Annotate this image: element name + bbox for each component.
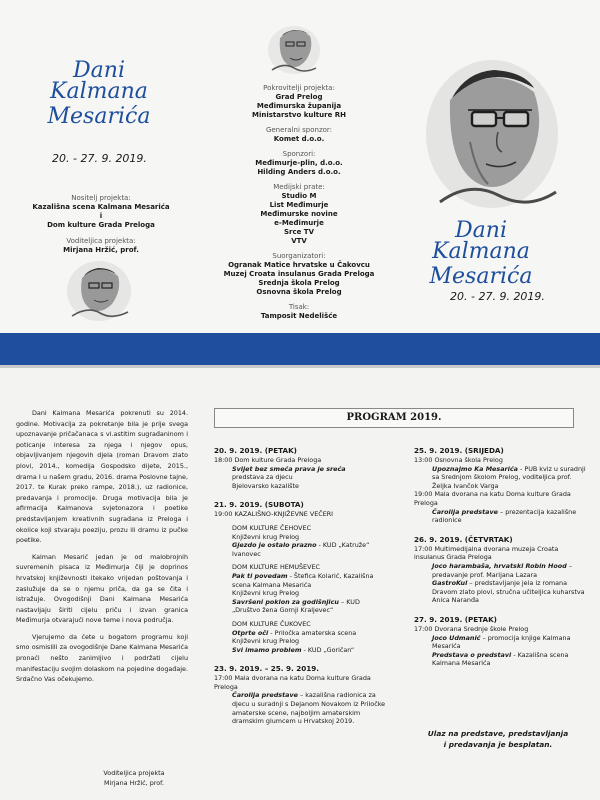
event-line: 17:00 Mala dvorana na katu Doma kulture Grada Preloga	[214, 674, 371, 691]
media-label: Medijski prate:	[273, 183, 325, 191]
program-day	[414, 446, 586, 525]
sponsor-item: Međimurje-plin, d.o.o.	[255, 159, 343, 167]
event-line: predstava za djecu	[232, 473, 293, 482]
coorganizer-item: Muzej Croata insulanus Grada Preloga	[223, 270, 375, 278]
print-label: Tisak:	[288, 303, 310, 311]
event-line: – KUD „Društvo žena Gornji Kraljevec“	[232, 597, 360, 615]
general-sponsor: Komet d.o.o.	[273, 135, 325, 143]
media-item: e-Međimurje	[274, 219, 324, 227]
event-line: 19:00 KAZALIŠNO-KNJIŽEVNE VEČERI	[214, 510, 334, 519]
day-date: 26. 9. 2019. (ČETVRTAK)	[414, 534, 513, 544]
event-title: Čarolija predstave	[232, 691, 298, 700]
event-title: GastroKul	[432, 579, 468, 588]
sponsors-info	[216, 84, 382, 321]
venue-name: DOM KULTURE HEMUŠEVEC	[232, 563, 320, 572]
print-house: Tamposit Nedelišće	[260, 312, 338, 320]
media-item: Studio M	[281, 192, 317, 200]
event-line: – predavanje prof. Marijana Lazara	[432, 561, 573, 579]
event-line: - KUD „Goričan“	[303, 645, 355, 654]
event-line: – kazališna radionica za djecu u suradnji s Dejanom Novakom iz Priločke amaterske scene, najboljim amaterskim dramskim glumcem u Hrvatskoj 2019.	[232, 691, 386, 726]
event-line: - Štefica Kolarić, Kazališna scena Kalmana Mesarića	[232, 571, 374, 589]
event-line: Književni krug Prelog	[232, 637, 300, 646]
media-item: Međimurske novine	[260, 210, 338, 218]
free-entry-note	[418, 728, 578, 750]
title-line-1: Dani	[73, 58, 125, 83]
event-title: Savršeni poklon za godišnjicu	[232, 597, 339, 606]
event-line: Ivanovec	[232, 549, 261, 558]
signature	[80, 768, 188, 788]
organizer-label: Nositelj projekta:	[71, 194, 131, 202]
title-dates-left: 20. - 27. 9. 2019.	[52, 152, 147, 165]
organizer-info	[28, 194, 174, 255]
coorganizer-item: Srednja škola Prelog	[258, 279, 340, 287]
event-title: Joco Udmanić	[432, 633, 481, 642]
event-line: - PUB kviz u suradnji sa Srednjom školom Prelog, voditeljica prof. Željka Ivančok Varga	[432, 464, 586, 490]
event-title: Otprte oči	[232, 628, 269, 637]
event-title: Svijet bez smeća prava je sreća	[232, 464, 346, 473]
event-line: – predstavljanje jela iz romana Dravom zlato plovi, stručna učiteljica kuharstva Anica Naranđa	[432, 579, 585, 605]
event-line: Književni krug Prelog	[232, 532, 300, 541]
organizer-1: Kazališna scena Kalmana Mesarića	[32, 203, 170, 211]
event-line: 17:00 Multimedijalna dvorana muzeja Croata insulanus Grada Preloga	[414, 544, 559, 562]
venue-name: DOM KULTURE ČUKOVEC	[232, 619, 311, 628]
event-title: Upoznajmo Ka Mesarića	[432, 464, 518, 473]
day-date: 23. 9. 2019. – 25. 9. 2019.	[214, 664, 320, 674]
media-item: VTV	[291, 237, 307, 245]
program-heading: PROGRAM 2019.	[214, 408, 574, 428]
patron-item: Međimurska županija	[256, 102, 342, 110]
title-line-2: Kalmana Mesarića	[429, 239, 533, 289]
media-item: List Međimurje	[269, 201, 329, 209]
intro-text	[16, 408, 188, 691]
title-line-1: Dani	[455, 218, 507, 243]
portrait-large-image	[410, 52, 560, 212]
media-item: Srce TV	[283, 228, 315, 236]
program-day	[214, 664, 390, 726]
intro-paragraph: Vjerujemo da ćete u bogatom programu koji smo osmislili za ovogodišnje Dane Kalmana Mesarića pronaći nešto zanimljivo i podržati cijelu manifestaciju svojim dolaskom na pojedine događaje. Srdačno Vas očekujemo.	[16, 632, 188, 684]
program-day	[414, 535, 586, 605]
program-day	[214, 500, 390, 654]
organizer-and: i	[99, 212, 103, 220]
event-line: 13:00 Osnovna škola Prelog	[414, 456, 503, 464]
event-title: Čarolija predstave	[432, 507, 498, 516]
intro-paragraph: Kalman Mesarić jedan je od malobrojnih suvremenih pisaca iz Međimurja čiji je doprinos hrvatskoj književnosti itekako vrijedan poštovanja i zaslužuje da se o njemu priča, da ga se čita i istražuje. Ovogodišnji Dani Kalmana Mesarića nastavljaju širiti cijelu priču i izvan granica Međimurja otvarajući nove teme i nova područja.	[16, 552, 188, 625]
general-sponsor-label: Generalni sponzor:	[265, 126, 333, 134]
event-title: Joco harambaša, hrvatski Robin Hood	[432, 561, 567, 570]
event-line: Bjelovarsko kazalište	[232, 481, 299, 490]
day-date: 21. 9. 2019. (SUBOTA)	[214, 500, 304, 510]
sponsor-item: Hilding Anders d.o.o.	[257, 168, 341, 176]
day-date: 27. 9. 2019. (PETAK)	[414, 614, 497, 624]
program-column-right	[414, 446, 586, 678]
free-entry-line: i predavanja je besplatan.	[443, 740, 553, 749]
coorganizer-item: Osnovna škola Prelog	[256, 288, 342, 296]
event-line: 18:00 Dom kulture Grada Preloga	[214, 456, 322, 464]
day-date: 25. 9. 2019. (SRIJEDA)	[414, 446, 504, 455]
patron-item: Grad Prelog	[275, 93, 323, 101]
event-line: - KUD „Katruže“	[318, 541, 370, 550]
event-line: – promocija knjige Kalmana Mesarića	[432, 633, 571, 651]
coorganizers-label: Suorganizatori:	[272, 252, 326, 260]
day-date: 20. 9. 2019. (PETAK)	[214, 446, 297, 455]
patron-item: Ministarstvo kulture RH	[251, 111, 346, 119]
event-line: 19:00 Mala dvorana na katu Doma kulture Grada Preloga	[414, 490, 571, 507]
signature-label: Voditeljica projekta	[103, 769, 165, 777]
event-line: 17:00 Dvorana Srednje škole Prelog	[414, 624, 529, 633]
leader-name: Mirjana Hržić, prof.	[63, 246, 139, 254]
event-line: – prezentacija kazališne radionice	[432, 507, 577, 525]
sponsors-label: Sponzori:	[282, 150, 316, 158]
free-entry-line: Ulaz na predstave, predstavljanja	[427, 729, 569, 738]
event-line: - Priločka amaterska scena	[270, 628, 357, 637]
title-line-2: Kalmana Mesarića	[47, 79, 151, 129]
program-day	[414, 615, 586, 668]
leader-label: Voditeljica projekta:	[66, 237, 136, 245]
coorganizer-item: Ogranak Matice hrvatske u Čakovcu	[228, 261, 370, 269]
program-day	[214, 446, 390, 490]
blue-band	[0, 333, 600, 365]
event-line: - Kazališna scena Kalmana Mesarića	[432, 650, 569, 668]
venue-name: DOM KULTURE ČEHOVEC	[232, 523, 312, 532]
event-title: Pak ti povedam	[232, 571, 288, 580]
event-title: Gjezdo je ostalo prazno	[232, 541, 317, 550]
organizer-2: Dom kulture Grada Preloga	[47, 221, 155, 229]
program-column-left	[214, 446, 390, 736]
event-title: Predstava o predstavi	[432, 650, 512, 659]
patrons-label: Pokrovitelji projekta:	[263, 84, 335, 92]
event-line: Književni krug Prelog	[232, 589, 300, 598]
portrait-left-image	[64, 256, 134, 322]
signature-name: Mirjana Hržić, prof.	[103, 779, 164, 787]
event-title: Svi imamo problem	[232, 645, 302, 654]
portrait-small-image	[264, 20, 324, 76]
title-dates-right: 20. - 27. 9. 2019.	[450, 290, 545, 303]
title-right	[396, 218, 566, 289]
intro-paragraph: Dani Kalmana Mesarića pokrenuti su 2014. godine. Motivacija za pokretanje bila je prije svega upoznavanje pričačanaca s vl.astitim sugrađaninom i poticanje interesa za njega i njegov opus, objavljivanjem njegovih djela (roman Dravom zlato plovi, 2014., komedija Gospodsko dijete, 2015., drama I u našem gradu, 2016. drama Poslovne tajne, 2017. te Kurak preko rampe, 2018.), uz radionice, predavanja i promocije. Druga motivacija bila je afirmacija Kalmanova svjetonazora i poetike predstavljanjem kreativnih sugrađana iz Preloga i okolice koji stvaraju poeziju, prozu ili dramu iz pučke poetike.	[16, 409, 188, 545]
title-left	[14, 58, 184, 129]
